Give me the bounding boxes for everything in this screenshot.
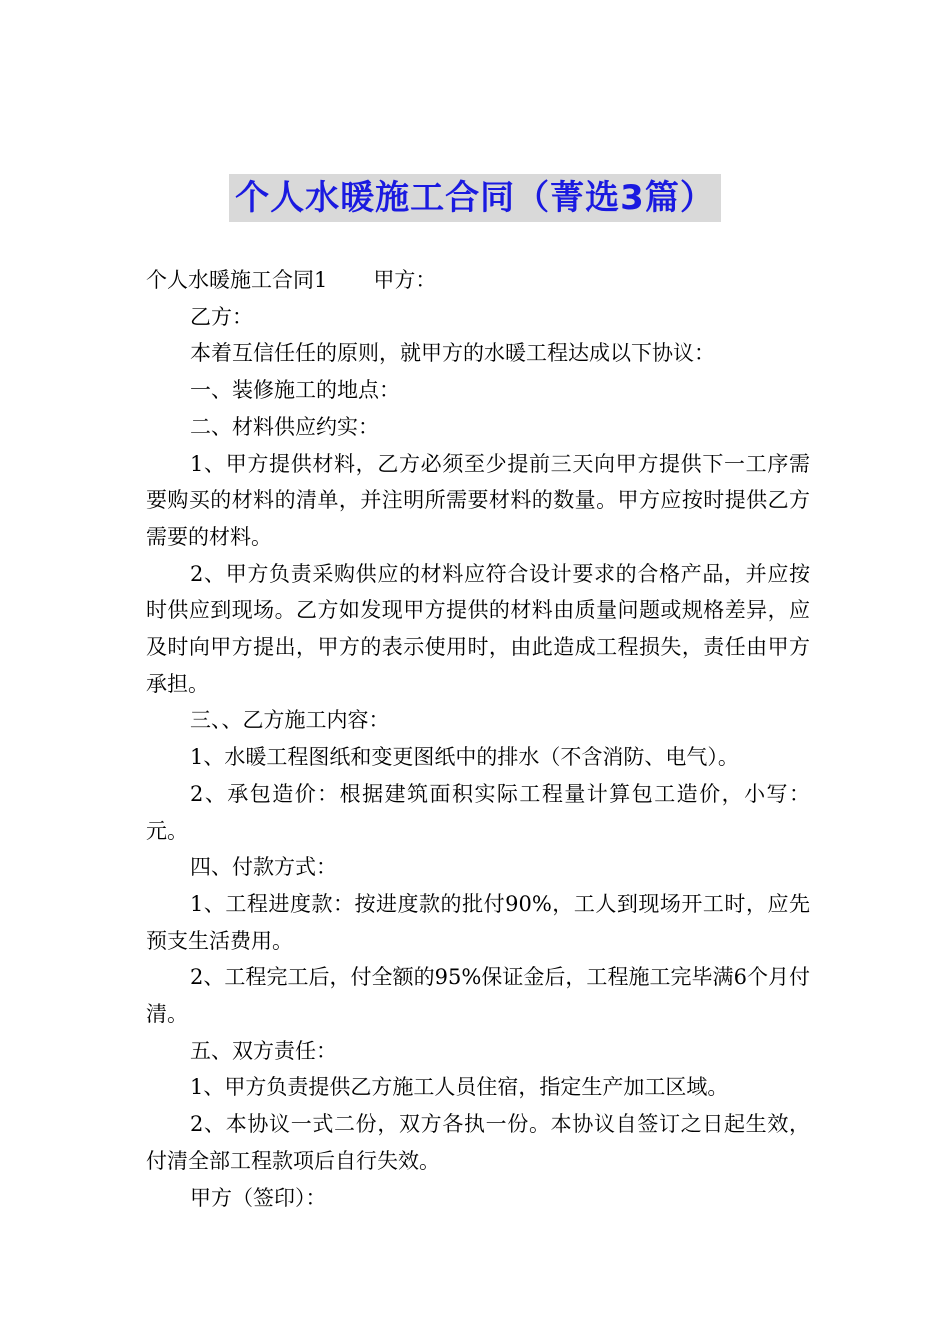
paragraph: 2、承包造价：根据建筑面积实际工程量计算包工造价，小写：元。 bbox=[146, 781, 810, 843]
paragraph: 三、、乙方施工内容： bbox=[190, 708, 390, 733]
document-body bbox=[146, 262, 810, 1216]
paragraph: 五、双方责任： bbox=[190, 1038, 337, 1063]
section-heading-1: 个人水暖施工合同1 bbox=[146, 268, 328, 292]
paragraph: 一、装修施工的地点： bbox=[190, 378, 400, 403]
paragraph: 2、甲方负责采购供应的材料应符合设计要求的合格产品，并应按时供应到现场。乙方如发现甲方提供的材料由质量问题或规格差异，应及时向甲方提出，甲方的表示使用时，由此造成工程损失，责任由甲方承担。 bbox=[146, 561, 810, 696]
paragraph-first-line bbox=[146, 262, 810, 299]
paragraph: 2、工程完工后，付全额的95%保证金后，工程施工完毕满6个月付清。 bbox=[146, 965, 810, 1027]
paragraph: 本着互信任任的原则，就甲方的水暖工程达成以下协议： bbox=[190, 341, 715, 366]
paragraph: 甲方（签印）： bbox=[190, 1185, 327, 1210]
party-a-label: 甲方： bbox=[373, 268, 437, 292]
paragraph: 2、本协议一式二份，双方各执一份。本协议自签订之日起生效，付清全部工程款项后自行失效。 bbox=[146, 1112, 810, 1173]
paragraph: 1、甲方提供材料，乙方必须至少提前三天向甲方提供下一工序需要购买的材料的清单，并注明所需要材料的数量。甲方应按时提供乙方需要的材料。 bbox=[146, 451, 810, 549]
document-title: 个人水暖施工合同（菁选3篇） bbox=[229, 174, 721, 222]
paragraph: 1、水暖工程图纸和变更图纸中的排水（不含消防、电气）。 bbox=[190, 745, 739, 770]
paragraph: 二、材料供应约实： bbox=[190, 414, 379, 439]
paragraph: 1、工程进度款：按进度款的批付90%，工人到现场开工时，应先预支生活费用。 bbox=[146, 891, 810, 953]
title-container bbox=[0, 174, 950, 222]
paragraph: 乙方： bbox=[190, 304, 253, 329]
paragraph: 四、付款方式： bbox=[190, 855, 337, 880]
paragraph: 1、甲方负责提供乙方施工人员住宿，指定生产加工区域。 bbox=[190, 1075, 729, 1100]
